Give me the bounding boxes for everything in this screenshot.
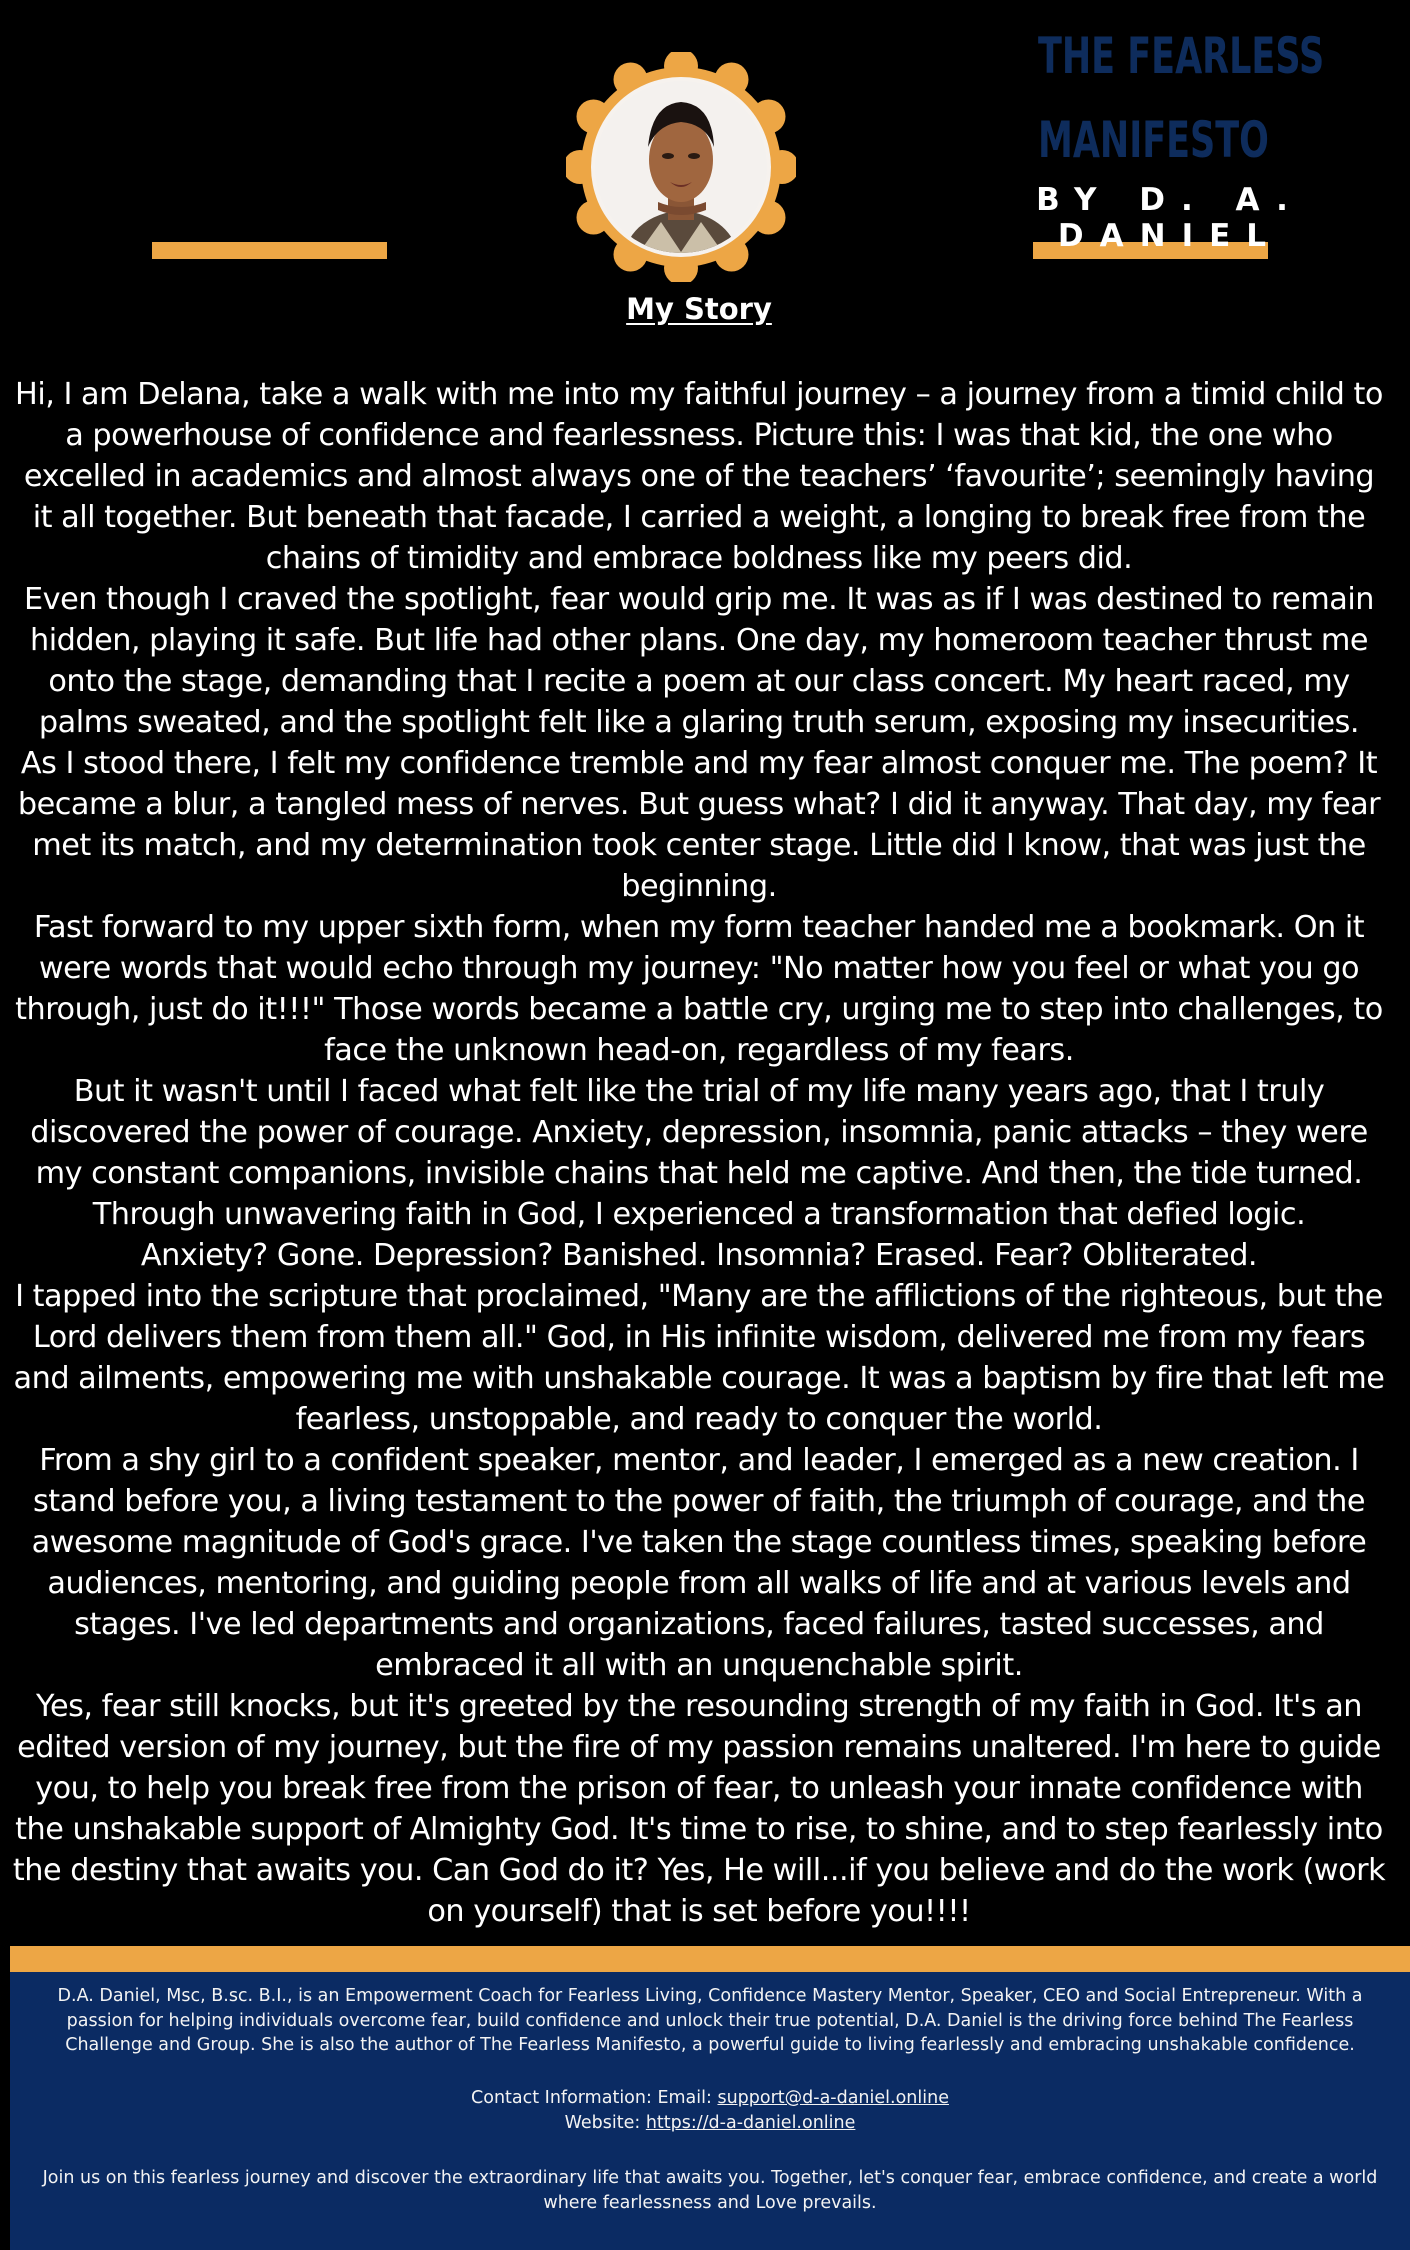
portrait-photo-icon (566, 52, 796, 282)
footer-closing: Join us on this fearless journey and discover the extraordinary life that awaits you. Together, let's conquer fear, embrace confidence, and create a world where fearlessness and Love prevails. (42, 2168, 1378, 2213)
accent-bar-left (152, 242, 387, 259)
footer-about: D.A. Daniel, Msc, B.sc. B.I., is an Empowerment Coach for Fearless Living, Confidence Mastery Mentor, Speaker, CEO and Social Entrepreneur. With a passion for helping individuals overcome fear, build confidence and unlock their true potential, D.A. Daniel is the driving force behind The Fearless Challenge and Group. She is also the author of The Fearless Manifesto, a powerful guide to living fearlessly and embracing unshakable confidence. (57, 1986, 1363, 2055)
story-heading: My Story (626, 292, 772, 326)
email-link[interactable]: support@d-a-daniel.online (717, 2088, 949, 2108)
story-paragraph-5: But it wasn't until I faced what felt like the trial of my life many years ago, that I truly discovered the power of courage. Anxiety, depression, insomnia, panic attacks – they were my constant companions, invisible chains that held me captive. And then, the tide turned. Through unwavering faith in God, I experienced a transformation that defied logic. (30, 1074, 1368, 1232)
story-body (12, 374, 1386, 1932)
contact-label: Contact Information: Email: (471, 2088, 718, 2108)
footer (10, 1972, 1410, 2250)
story-paragraph-4: Fast forward to my upper sixth form, when my form teacher handed me a bookmark. On it were words that would echo through my journey: "No matter how you feel or what you go through, just do it!!!" Those words became a battle cry, urging me to step into challenges, to face the unknown head-on, regardless of my fears. (15, 910, 1383, 1068)
website-link[interactable]: https://d-a-daniel.online (645, 2112, 856, 2133)
story-paragraph-3: As I stood there, I felt my confidence tremble and my fear almost conquer me. The poem? It became a blur, a tangled mess of nerves. But guess what? I did it anyway. That day, my fear met its match, and my determination took center stage. Little did I know, that was just the beginning. (17, 746, 1381, 904)
website-label: Website: (564, 2112, 646, 2133)
brand-title-line-1: THE FEARLESS (1038, 27, 1325, 85)
story-paragraph-7: I tapped into the scripture that proclaimed, "Many are the afflictions of the righteous, but the Lord delivers them from them all." God, in His infinite wisdom, delivered me from my fears and ailments, empowering me with unshakable courage. It was a baptism by fire that left me fearless, unstoppable, and ready to conquer the world. (13, 1279, 1385, 1437)
story-paragraph-9: Yes, fear still knocks, but it's greeted by the resounding strength of my faith in God. It's an edited version of my journey, but the fire of my passion remains unaltered. I'm here to guide you, to help you break free from the prison of fear, to unleash your innate confidence with the unshakable support of Almighty God. It's time to rise, to shine, and to step fearlessly into the destiny that awaits you. Can God do it? Yes, He will...if you believe and do the work (work on yourself) that is set before you!!!! (12, 1689, 1386, 1929)
footer-contact (35, 2086, 1385, 2135)
story-paragraph-8: From a shy girl to a confident speaker, mentor, and leader, I emerged as a new creation. I stand before you, a living testament to the power of faith, the triumph of courage, and the awesome magnitude of God's grace. I've taken the stage countless times, speaking before audiences, mentoring, and guiding people from all walks of life and at various levels and stages. I've led departments and organizations, faced failures, tasted successes, and embraced it all with an unquenchable spirit. (31, 1443, 1367, 1683)
brand-byline: BY D. A. DANIEL (1036, 182, 1304, 254)
story-paragraph-6: Anxiety? Gone. Depression? Banished. Insomnia? Erased. Fear? Obliterated. (140, 1238, 1258, 1273)
brand-title (1038, 14, 1325, 182)
story-paragraph-2: Even though I craved the spotlight, fear would grip me. It was as if I was destined to remain hidden, playing it safe. But life had other plans. One day, my homeroom teacher thrust me onto the stage, demanding that I recite a poem at our class concert. My heart raced, my palms sweated, and the spotlight felt like a glaring truth serum, exposing my insecurities. (24, 582, 1374, 740)
story-paragraph-1: Hi, I am Delana, take a walk with me into my faithful journey – a journey from a timid child to a powerhouse of confidence and fearlessness. Picture this: I was that kid, the one who excelled in academics and almost always one of the teachers’ ‘favourite’; seemingly having it all together. But beneath that facade, I carried a weight, a longing to break free from the chains of timidity and embrace boldness like my peers did. (15, 377, 1383, 576)
footer-accent-bar (10, 1946, 1410, 1972)
brand-title-line-2: MANIFESTO (1038, 111, 1269, 169)
